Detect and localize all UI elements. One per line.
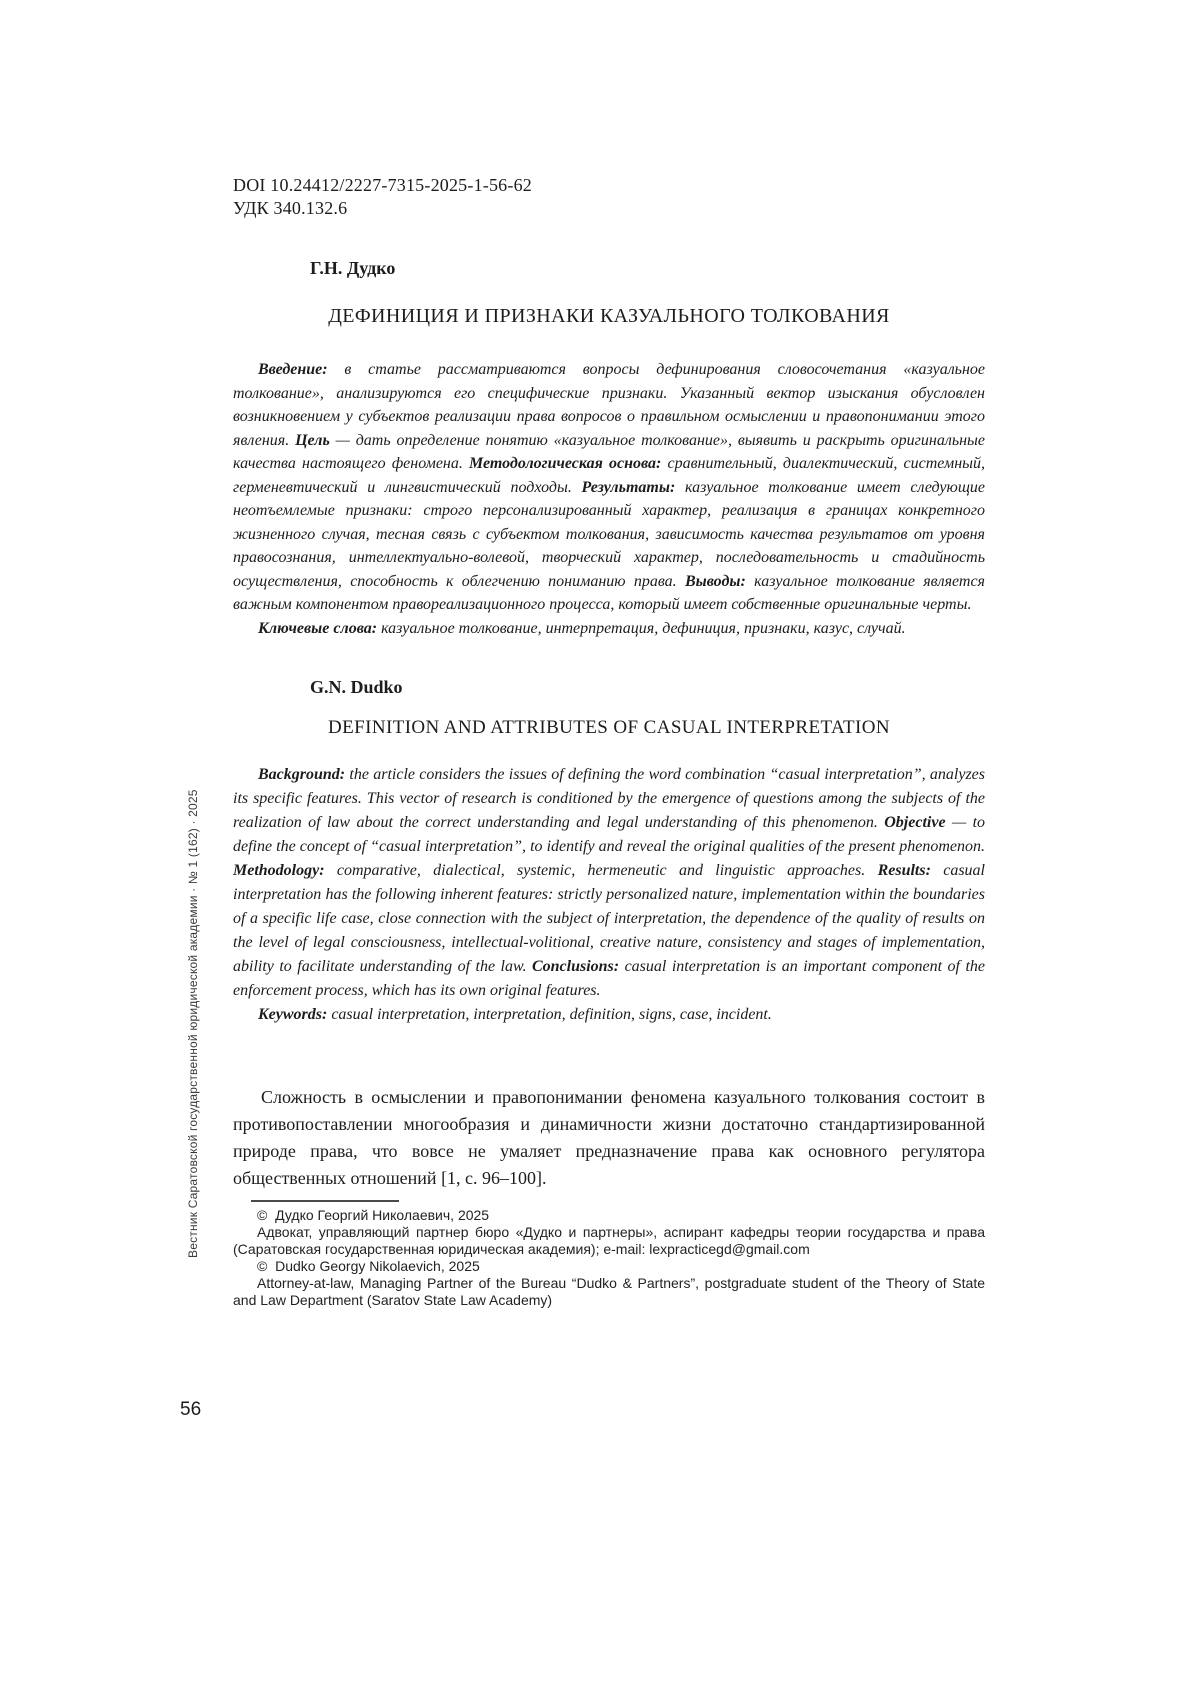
footnote-block	[233, 1200, 985, 1309]
udc-line: УДК 340.132.6	[233, 198, 348, 218]
abstract-ru: Введение: в статье рассматриваются вопросы дефинирования словосочетания «казуальное толкование», анализируются его специфические признаки. Указанный вектор изыскания обусловлен возникновением у субъектов реализации права вопросов о правильном осмыслении и правопонимании этого явления. Цель — дать определение понятию «казуальное толкование», выявить и раскрыть оригинальные качества настоящего феномена. Методологическая основа: сравнительный, диалектический, системный, герменевтический и лингвистический подходы. Результаты: казуальное толкование имеет следующие неотъемлемые признаки: строго персонализированный характер, реализация в границах конкретного жизненного случая, тесная связь с субъектом толкования, зависимость качества результатов от уровня правосознания, интеллектуально-волевой, творческий характер, последовательность и стадийность осуществления, способность к облегчению пониманию права. Выводы: казуальное толкование является важным компонентом правореализационного процесса, который имеет собственные оригинальные черты.	[233, 361, 985, 613]
journal-sidebar-vertical-text: Вестник Саратовской государственной юридической академии · № 1 (162) · 2025	[186, 789, 200, 1258]
abstract-en: Background: the article considers the issues of defining the word combination “casual interpretation”, analyzes its specific features. This vector of research is conditioned by the emergence of questions among the subjects of the realization of law about the correct understanding and legal understanding of this phenomenon. Objective — to define the concept of “casual interpretation”, to identify and reveal the original qualities of the present phenomenon. Methodology: comparative, dialectical, systemic, hermeneutic and linguistic approaches. Results: casual interpretation has the following inherent features: strictly personalized nature, implementation within the boundaries of a specific life case, close connection with the subject of interpretation, the dependence of the quality of results on the level of legal consciousness, intellectual-volitional, creative nature, consistency and stages of implementation, ability to facilitate understanding of the law. Conclusions: casual interpretation is an important component of the enforcement process, which has its own original features.	[233, 766, 986, 999]
keywords-en: Keywords: casual interpretation, interpretation, definition, signs, case, incident.	[258, 1006, 772, 1023]
footnote-affiliation-ru: Адвокат, управляющий партнер бюро «Дудко и партнеры», аспирант кафедры теории государства и права (Саратовская государственная юридическая академия); e-mail: lexpracticegd@gmail.com	[233, 1224, 985, 1257]
footnote-separator-rule	[251, 1200, 399, 1202]
page-number: 56	[180, 1399, 202, 1420]
article-title-en: DEFINITION AND ATTRIBUTES OF CASUAL INTERPRETATION	[328, 717, 890, 738]
doi-line: DOI 10.24412/2227-7315-2025-1-56-62	[233, 175, 532, 195]
author-name-ru: Г.Н. Дудко	[310, 258, 396, 278]
author-name-en: G.N. Dudko	[310, 677, 403, 697]
footnote-affiliation-en: Attorney-at-law, Managing Partner of the Bureau “Dudko & Partners”, postgraduate student of the Theory of State and Law Department (Saratov State Law Academy)	[233, 1275, 985, 1308]
body-paragraph: Сложность в осмыслении и правопонимании феномена казуального толкования состоит в противопоставлении многообразия и динамичности жизни достаточно стандартизированной природе права, что вовсе не умаляет предназначение права как основного регулятора общественных отношений [1, с. 96–100].	[233, 1087, 985, 1188]
footnote-copyright-ru: © Дудко Георгий Николаевич, 2025	[257, 1207, 490, 1223]
article-content-column	[233, 0, 985, 1309]
footnote-copyright-en: © Dudko Georgy Nikolaevich, 2025	[257, 1258, 480, 1274]
article-title-ru: ДЕФИНИЦИЯ И ПРИЗНАКИ КАЗУАЛЬНОГО ТОЛКОВАНИЯ	[328, 305, 890, 327]
keywords-ru: Ключевые слова: казуальное толкование, интерпретация, дефиниция, признаки, казус, случай.	[258, 619, 906, 637]
